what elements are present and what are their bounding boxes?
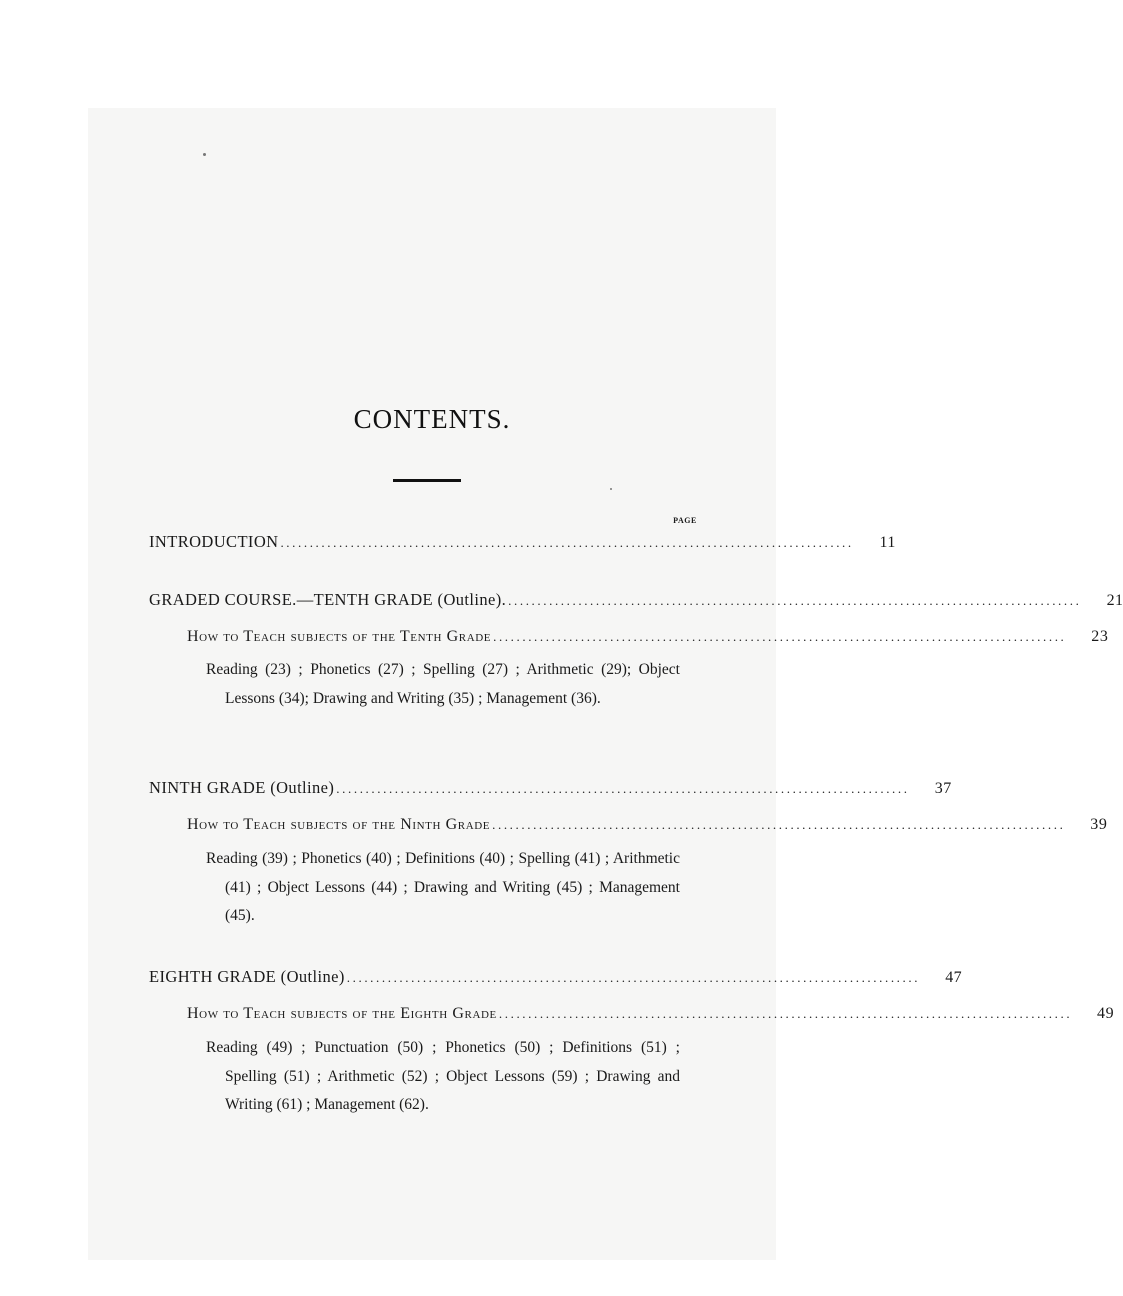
toc-page-number: 47	[945, 969, 963, 986]
toc-description-tenth-grade: Reading (23) ; Phonetics (27) ; Spelling (27) ; Arithmetic (29); Object Lessons (34); Drawing and Writing (35) ; Management (36).	[206, 661, 680, 707]
toc-entry-label: EIGHTH GRADE (Outline)	[149, 967, 345, 986]
toc-page-number: 39	[1090, 816, 1108, 833]
toc-page-number: 23	[1091, 628, 1109, 645]
toc-subentry-ninth-grade	[187, 816, 1108, 834]
toc-entry-label: GRADED COURSE.—TENTH GRADE (Outline).	[149, 590, 507, 609]
dot-leader: ..................................................................................................	[498, 1006, 1073, 1021]
dot-leader: ..................................................................................................	[492, 817, 1066, 832]
toc-page-number: 21	[1106, 592, 1123, 609]
page-speck	[203, 153, 206, 156]
dot-leader: ..................................................................................................	[346, 970, 921, 985]
toc-subentry-label: How to Teach subjects of the Eighth Grade	[187, 1005, 497, 1022]
contents-title: CONTENTS.	[353, 404, 511, 434]
toc-entry-tenth-grade	[149, 590, 1123, 610]
toc-subentry-label: How to Teach subjects of the Ninth Grade	[187, 816, 491, 833]
dot-leader: ..................................................................................................	[508, 593, 1082, 608]
toc-entry-label: INTRODUCTION	[149, 532, 279, 551]
toc-entry-label: NINTH GRADE (Outline)	[149, 778, 335, 797]
toc-entry-eighth-grade	[149, 967, 963, 987]
dot-leader: ..................................................................................................	[280, 535, 854, 550]
page-column-heading: PAGE	[673, 516, 697, 525]
page-speck	[610, 488, 612, 490]
toc-subentry-tenth-grade	[187, 628, 1109, 646]
toc-page-number: 49	[1097, 1005, 1115, 1022]
dot-leader: ..................................................................................................	[493, 629, 1067, 644]
toc-subentry-eighth-grade	[187, 1005, 1115, 1023]
toc-page-number: 37	[934, 780, 952, 797]
toc-description-eighth-grade: Reading (49) ; Punctuation (50) ; Phonetics (50) ; Definitions (51) ; Spelling (51) ; Arithmetic (52) ; Object Lessons (59) ; Drawing and Writing (61) ; Management (62).	[206, 1039, 680, 1113]
dot-leader: ..................................................................................................	[336, 781, 910, 796]
toc-page-number: 11	[879, 534, 896, 551]
title-rule	[393, 479, 461, 482]
toc-description-ninth-grade: Reading (39) ; Phonetics (40) ; Definitions (40) ; Spelling (41) ; Arithmetic (41) ; Object Lessons (44) ; Drawing and Writing (45) ; Management (45).	[206, 850, 680, 924]
toc-subentry-label: How to Teach subjects of the Tenth Grade	[187, 628, 492, 645]
toc-entry-introduction	[149, 532, 896, 552]
toc-entry-ninth-grade	[149, 778, 952, 798]
